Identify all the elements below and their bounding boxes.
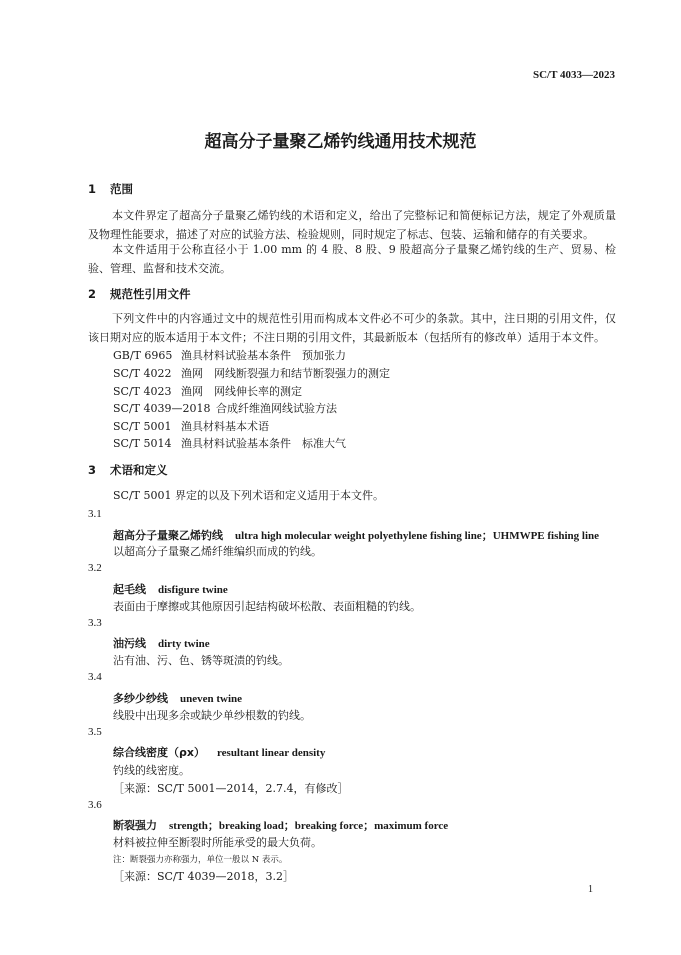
section-3-intro: SC/T 5001 界定的以及下列术语和定义适用于本文件。 [113,489,384,502]
section-2-intro: 下列文件中的内容通过文中的规范性引用而构成本文件必不可少的条款。其中，注日期的引用文件，仅该日期对应的版本适用于本文件；不注日期的引用文件，其最新版本（包括所有的修改单）适用于本文件。 [88,312,616,344]
section-1-paragraph-1: 本文件界定了超高分子量聚乙烯钓线的术语和定义，给出了完整标记和简便标记方法，规定了外观质量及物理性能要求，描述了对应的试验方法、检验规则，同时规定了标志、包装、运输和储存的有关要求。 [88,209,616,241]
reference-title: 渔具材料试验基本条件 标准大气 [181,437,346,450]
term-name-en: resultant linear density [216,747,326,759]
term-definition: 材料被拉伸至断裂时所能承受的最大负荷。 [113,836,322,849]
term-number: 3.6 [88,799,102,811]
reference-title: 渔具材料基本术语 [181,420,269,433]
reference-item [113,383,302,399]
section-3-heading [88,462,168,478]
term-number: 3.2 [88,562,102,574]
term-name-zh: 超高分子量聚乙烯钓线 [113,529,223,542]
term-number: 3.5 [88,726,102,738]
standard-code: SC/T 4033—2023 [532,69,615,81]
term-name-zh: 多纱少纱线 [113,692,168,705]
term-name-en: strength；breaking load；breaking force；maximum force [169,820,449,832]
section-number: 1 [88,182,97,196]
reference-item [113,347,346,363]
term-number: 3.1 [88,508,102,520]
reference-code: SC/T 4022 [113,367,172,380]
term-note: 注：断裂强力亦称强力，单位一般以 N 表示。 [113,855,288,865]
term-entry [113,744,325,760]
section-title: 术语和定义 [110,463,168,477]
section-1-heading [88,181,133,197]
section-2-heading [88,286,191,302]
reference-title: 渔网 网线伸长率的测定 [181,385,302,398]
reference-code: GB/T 6965 [113,349,173,362]
term-entry [113,690,242,706]
document-title: 超高分子量聚乙烯钓线通用技术规范 [204,132,477,152]
reference-code: SC/T 4023 [113,385,172,398]
section-title: 规范性引用文件 [110,287,191,301]
term-name-zh: 起毛线 [113,583,146,596]
term-definition: 线股中出现多余或缺少单纱根数的钓线。 [113,709,311,722]
reference-code: SC/T 5001 [113,420,172,433]
term-source: ［来源：SC/T 4039—2018，3.2］ [113,870,294,883]
reference-code: SC/T 4039—2018 [113,402,211,415]
term-name-zh: 油污线 [113,637,146,650]
page-number: 1 [588,884,593,895]
term-definition: 沾有油、污、色、锈等斑渍的钓线。 [113,654,289,667]
reference-item [113,365,390,381]
term-number: 3.4 [88,671,102,683]
term-definition: 表面由于摩擦或其他原因引起结构破坏松散、表面粗糙的钓线。 [113,600,421,613]
term-name-zh: 断裂强力 [113,819,157,832]
reference-title: 渔具材料试验基本条件 预加张力 [181,349,346,362]
term-source: ［来源：SC/T 5001—2014，2.7.4，有修改］ [113,782,349,795]
reference-code: SC/T 5014 [113,437,172,450]
term-entry [113,581,228,597]
term-name-zh: 综合线密度（ρx） [113,746,205,759]
reference-item [113,435,346,451]
reference-title: 合成纤维渔网线试验方法 [216,402,337,415]
term-entry [113,817,448,833]
term-definition: 钓线的线密度。 [113,764,190,777]
term-number: 3.3 [88,617,102,629]
reference-item [113,400,337,416]
section-number: 3 [88,463,97,477]
reference-item [113,418,269,434]
term-name-en: ultra high molecular weight polyethylene fishing line；UHMWPE fishing line [235,530,600,542]
term-definition: 以超高分子量聚乙烯纤维编织而成的钓线。 [113,545,322,558]
section-1-paragraph-2: 本文件适用于公称直径小于 1.00 mm 的 4 股、8 股、9 股超高分子量聚乙烯钓线的生产、贸易、检验、管理、监督和技术交流。 [88,243,616,275]
section-title: 范围 [110,182,133,196]
term-entry [113,635,210,651]
term-name-en: uneven twine [180,693,243,705]
term-entry [113,527,599,543]
reference-title: 渔网 网线断裂强力和结节断裂强力的测定 [181,367,390,380]
term-name-en: dirty twine [158,638,210,650]
term-name-en: disfigure twine [158,584,228,596]
section-number: 2 [88,287,97,301]
